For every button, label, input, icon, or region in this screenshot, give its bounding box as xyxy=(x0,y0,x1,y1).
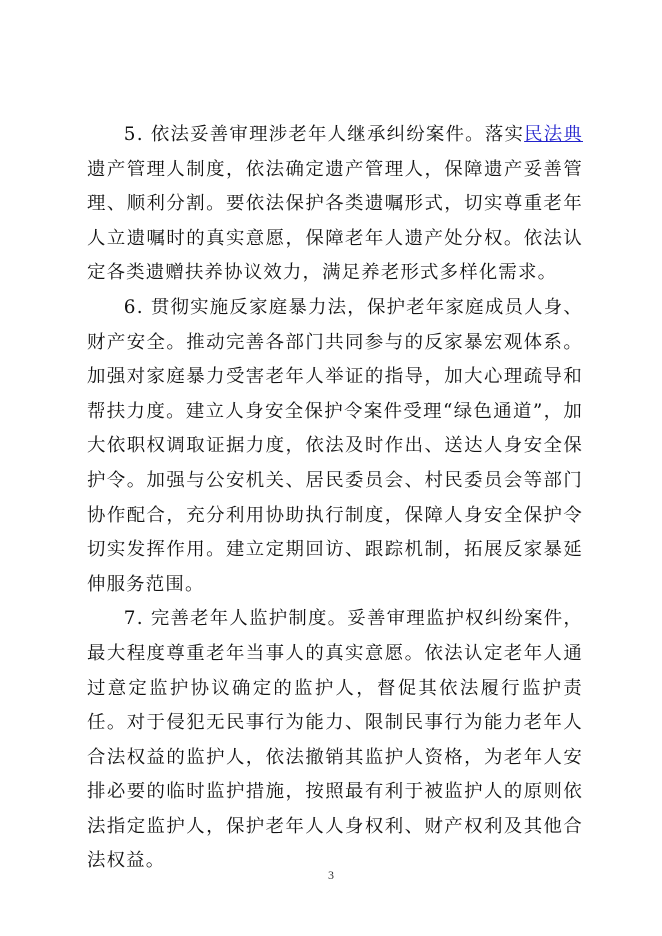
paragraph-inheritance-after: 遗产管理人制度，依法确定遗产管理人，保障遗产妥善管理、顺利分割。要依法保护各类遗嘱形式，切实尊重老年人立遗嘱时的真实意愿，保障老年人遗产处分权。依法认定各类遗赠扶养协议效力，满足养老形式多样化需求。 xyxy=(87,158,583,284)
page-number: 3 xyxy=(328,868,334,882)
paragraph-inheritance-before: 5. 依法妥善审理涉老年人继承纠纷案件。落实 xyxy=(123,124,525,145)
paragraph-domestic-violence: 6. 贯彻实施反家庭暴力法，保护老年家庭成员人身、财产安全。推动完善各部门共同参与的反家暴宏观体系。加强对家庭暴力受害老年人举证的指导，加大心理疏导和帮扶力度。建立人身安全保护令案件受理“绿色通道”，加大依职权调取证据力度，依法及时作出、送达人身安全保护令。加强与公安机关、居民委员会、村民委员会等部门协作配合，充分利用协助执行制度，保障人身安全保护令切实发挥作用。建立定期回访、跟踪机制，拓展反家暴延伸服务范围。 xyxy=(87,296,583,595)
paragraph-guardianship: 7. 完善老年人监护制度。妥善审理监护权纠纷案件，最大程度尊重老年当事人的真实意愿。依法认定老年人通过意定监护协议确定的监护人，督促其依法履行监护责任。对于侵犯无民事行为能力、限制民事行为能力老年人合法权益的监护人，依法撤销其监护人资格，为老年人安排必要的临时监护措施，按照最有利于被监护人的原则依法指定监护人，保护老年人人身权利、财产权利及其他合法权益。 xyxy=(87,608,583,872)
civil-code-link[interactable]: 民法典 xyxy=(524,124,583,145)
body-text xyxy=(87,118,583,879)
paragraph-inheritance xyxy=(87,118,583,291)
